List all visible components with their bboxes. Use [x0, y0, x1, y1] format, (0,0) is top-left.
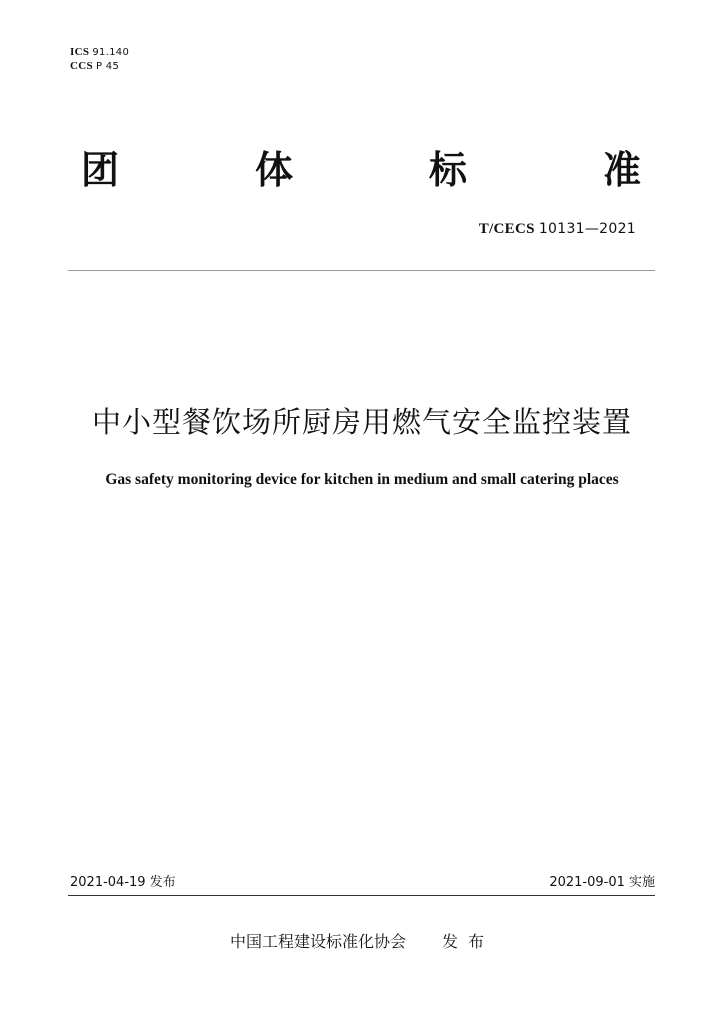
standard-type-char-2: 体	[255, 148, 294, 192]
ics-label: ICS	[70, 46, 90, 58]
publisher	[0, 931, 724, 953]
publisher-action: 发布	[442, 932, 495, 951]
ccs-code: P 45	[95, 61, 120, 72]
standard-number-prefix: T/CECS	[478, 221, 535, 237]
issue-date: 2021-04-19 发布	[70, 875, 176, 890]
standard-type-char-3: 标	[429, 148, 468, 192]
ics-classification	[70, 45, 129, 60]
document-title-chinese: 中小型餐饮场所厨房用燃气安全监控装置	[91, 405, 632, 439]
document-title-english: Gas safety monitoring device for kitchen in medium and small catering places	[105, 471, 619, 488]
standard-number	[479, 220, 636, 238]
bottom-divider	[68, 895, 655, 896]
implementation-date: 2021-09-01 实施	[549, 875, 655, 890]
standard-number-code: 10131—2021	[538, 221, 636, 237]
publisher-name: 中国工程建设标准化协会	[229, 932, 406, 951]
ics-code: 91.140	[92, 47, 130, 58]
ccs-label: CCS	[70, 60, 93, 72]
standard-type-char-4: 准	[603, 148, 642, 192]
ccs-classification	[70, 59, 119, 74]
standard-type-char-1: 团	[81, 148, 120, 192]
top-divider	[68, 270, 655, 271]
